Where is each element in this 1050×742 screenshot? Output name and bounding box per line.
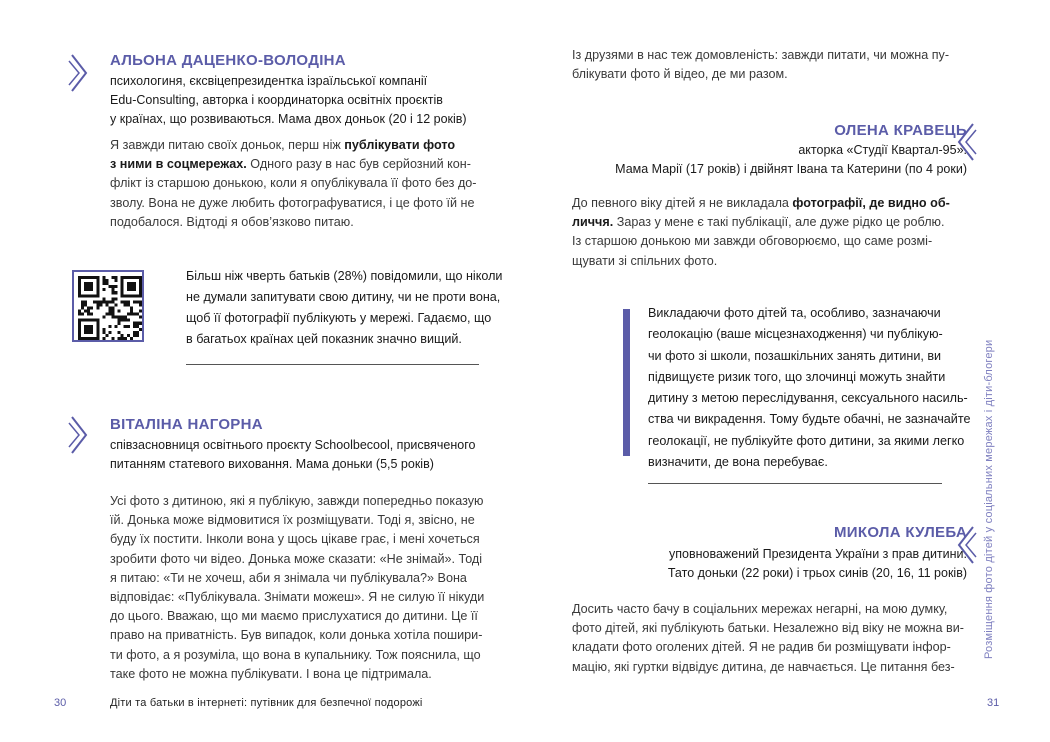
- section-side-title: Розміщення фото дітей у соціальних мережах і діти-блогери: [983, 339, 995, 659]
- person-role: психологиня, єксвіцепрезидентка ізраїльської компанії Edu-Consulting, авторка і координаторка освітніх проєктів у країнах, що розвиваються. Мама двох доньок (20 і 12 років): [110, 74, 467, 126]
- chevron-right-icon: [68, 414, 90, 456]
- quote-text: Я завжди питаю своїх доньок, перш ніж публікувати фото з ними в соцмережах. Одного разу в нас був серйозний кон- флікт із старшою донькою, коли я опублікувала її фото без до- зволу. Вона не дуже любить фотографуватися, і це фото їй не подобалося. Відтоді я обов’язково питаю.: [110, 138, 477, 229]
- statistic-note: Більш ніж чверть батьків (28%) повідомили, що ніколи не думали запитувати свою дитину, чи не проти вона, щоб її фотографії публікують у мережі. Гадаємо, що в багатьох країнах цей показник значно вищий.: [186, 269, 503, 346]
- qr-code-icon[interactable]: [72, 270, 144, 342]
- person-name: МИКОЛА КУЛЕБА: [833, 524, 967, 541]
- running-footer: Діти та батьки в інтернеті: путівник для безпечної подорожі: [110, 697, 423, 709]
- quote-text: Усі фото з дитиною, які я публікую, завжди попередньо показую їй. Донька може відмовитися їх розміщувати. Тоді я, звісно, не буду їх постити. Інколи вона у щось цікаве грає, і мені хочеться зробити фото чи відео. Донька може сказати: «Не знімай». Тоді я питаю: «Ти не хочеш, аби я знімала чи публікувала?» Вона відповідає: «Публікувала. Знімати можеш». Я не силую її нікуди до цього. Вважаю, що ми маємо прислухатися до дитини. Це її право на приватність. Був випадок, коли донька хотіла пошири- ти фото, а я розуміла, що вона в купальнику. Тож пояснила, що таке фото не можна публікувати. І вона це підтримала.: [110, 494, 485, 681]
- person-name: АЛЬОНА ДАЦЕНКО-ВОЛОДІНА: [110, 52, 346, 69]
- person-name: ОЛЕНА КРАВЕЦЬ: [834, 122, 967, 139]
- divider: [648, 483, 942, 484]
- chevron-left-icon: [955, 121, 977, 163]
- intro-text: Із друзями в нас теж домовленість: завжди питати, чи можна пу- блікувати фото й відео, де ми разом.: [572, 48, 950, 82]
- quote-text: До певного віку дітей я не викладала фотографії, де видно об- личчя. Зараз у мене є такі публікації, але дуже рідко це роблю. Із старшою донькою ми завжди обговорюємо, що саме розмі- щувати зі спільних фото.: [572, 196, 950, 268]
- person-role: акторка «Студії Квартал-95». Мама Марії (17 років) і двійнят Івана та Катерини (по 4 роки): [615, 143, 967, 176]
- person-name: ВІТАЛІНА НАГОРНА: [110, 416, 263, 433]
- page-number: 31: [987, 697, 1000, 709]
- person-role: співзасновниця освітнього проєкту Schoolbecool, присвяченого питанням статевого виховання. Мама доньки (5,5 років): [110, 438, 476, 471]
- quote-text: Досить часто бачу в соціальних мережах негарні, на мою думку, фото дітей, які публікують батьки. Незалежно від віку не можна ви- кладати фото оголених дітей. Я не радив би розміщувати інфор- мацію, які гуртки відвідує дитина, де навчається. Це питання без-: [572, 602, 964, 674]
- page-number: 30: [54, 697, 67, 709]
- chevron-right-icon: [68, 52, 90, 94]
- divider: [186, 364, 479, 365]
- callout-text: Викладаючи фото дітей та, особливо, зазначаючи геолокацію (ваше місцезнаходження) чи публікую- чи фото зі школи, позашкільних занять дитини, ви підвищуєте ризик того, що злочинці можуть знайти дитину з метою переслідування, сексуального насиль- ства чи викрадення. Тому будьте обачні, не зазначайте геолокації, не публікуйте фото дитини, за якими легко визначити, де вона перебуває.: [648, 306, 971, 470]
- person-role: уповноважений Президента України з прав дитини. Тато доньки (22 роки) і трьох синів (20, 16, 11 років): [667, 547, 967, 580]
- callout-accent-bar: [623, 309, 630, 456]
